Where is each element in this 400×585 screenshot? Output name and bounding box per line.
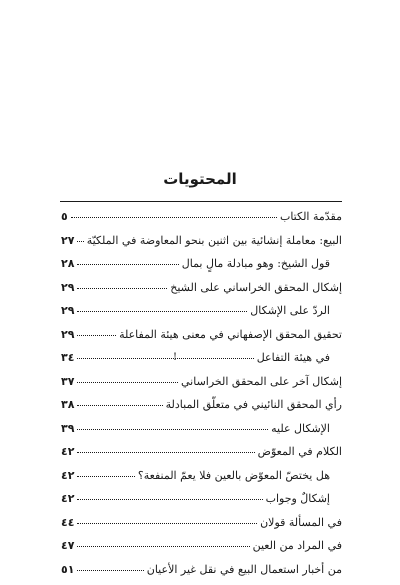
toc-entry-label: رأي المحقق النائيني في متعلّق المبادلة [166,397,342,413]
toc-entry-label: في المراد من العين [253,538,342,554]
toc-entry-label: قول الشيخ: وهو مبادلة مالٍ بمال [182,256,330,272]
toc-entry-label: في هيئة التفاعل [257,350,330,366]
dot-leader [77,466,134,477]
toc-entry-label: الردّ على الإشكال [250,303,330,319]
toc-entry-page-number: ٢٨ [61,256,74,272]
dot-leader [77,489,262,500]
toc-entry-label: الإشكال عليه [271,421,330,437]
toc-entry-page-number: ٤٢ [61,468,74,484]
toc-entry-page-number: ٤٤ [61,515,74,531]
toc-entry [61,515,342,539]
dot-leader [77,325,116,336]
dot-leader [77,442,254,453]
toc-entry-label: إشكالٌ وجواب [266,491,330,507]
toc-entry [61,397,342,421]
dot-leader [77,348,253,359]
toc-entry [61,538,342,562]
toc-entry-page-number: ٢٩ [61,280,74,296]
dot-leader [77,301,247,312]
toc-entry-mark: ! [173,350,177,366]
toc-entry-page-number: ٤٧ [61,538,74,554]
dot-leader [77,372,178,383]
toc-entry [61,233,342,257]
toc-entry-page-number: ٣٤ [61,350,74,366]
toc-entry [61,350,342,374]
dot-leader [71,207,277,218]
dot-leader [77,278,167,289]
toc-entry [61,562,342,585]
toc-title: المحتويات [0,170,400,188]
toc-entry-page-number: ٤٢ [61,444,74,460]
toc-entry-label: البيع: معاملة إنشائية بين اثنين بنحو المعاوضة في الملكيّة [87,233,342,249]
toc-entry [61,374,342,398]
toc-entry-page-number: ٥ [61,209,68,225]
toc-entry-label: الكلام في المعوّض [258,444,342,460]
toc-entry-page-number: ٣٧ [61,374,74,390]
toc-list [61,209,342,585]
toc-entry-page-number: ٢٩ [61,303,74,319]
toc-entry [61,468,342,492]
dot-leader [77,395,162,406]
dot-leader [77,419,268,430]
dot-leader [77,254,178,265]
toc-entry-label: إشكال المحقق الخراساني على الشيخ [170,280,342,296]
toc-entry-label: تحقيق المحقق الإصفهاني في معنى هيئة المفاعلة [119,327,342,343]
toc-entry-label: من أخبار استعمال البيع في نقل غير الأعيان [147,562,342,578]
dot-leader [77,513,257,524]
toc-entry-page-number: ٢٩ [61,327,74,343]
toc-entry [61,421,342,445]
title-divider [60,201,342,202]
toc-entry [61,327,342,351]
toc-entry [61,444,342,468]
toc-entry-page-number: ٣٨ [61,397,74,413]
dot-leader [77,536,249,547]
toc-entry-page-number: ٢٧ [61,233,74,249]
toc-entry-label: في المسألة قولان [260,515,342,531]
toc-entry-page-number: ٤٢ [61,491,74,507]
toc-entry-label: إشكال آخر على المحقق الخراساني [181,374,342,390]
toc-entry [61,491,342,515]
toc-entry [61,280,342,304]
toc-entry-page-number: ٣٩ [61,421,74,437]
toc-entry [61,303,342,327]
toc-entry-label: مقدّمة الكتاب [280,209,342,225]
dot-leader [77,560,143,571]
toc-entry [61,256,342,280]
toc-entry-page-number: ٥١ [61,562,74,578]
toc-entry [61,209,342,233]
toc-entry-label: هل يختصّ المعوّض بالعين فلا يعمّ المنفعة؟ [138,468,330,484]
dot-leader [77,231,83,242]
